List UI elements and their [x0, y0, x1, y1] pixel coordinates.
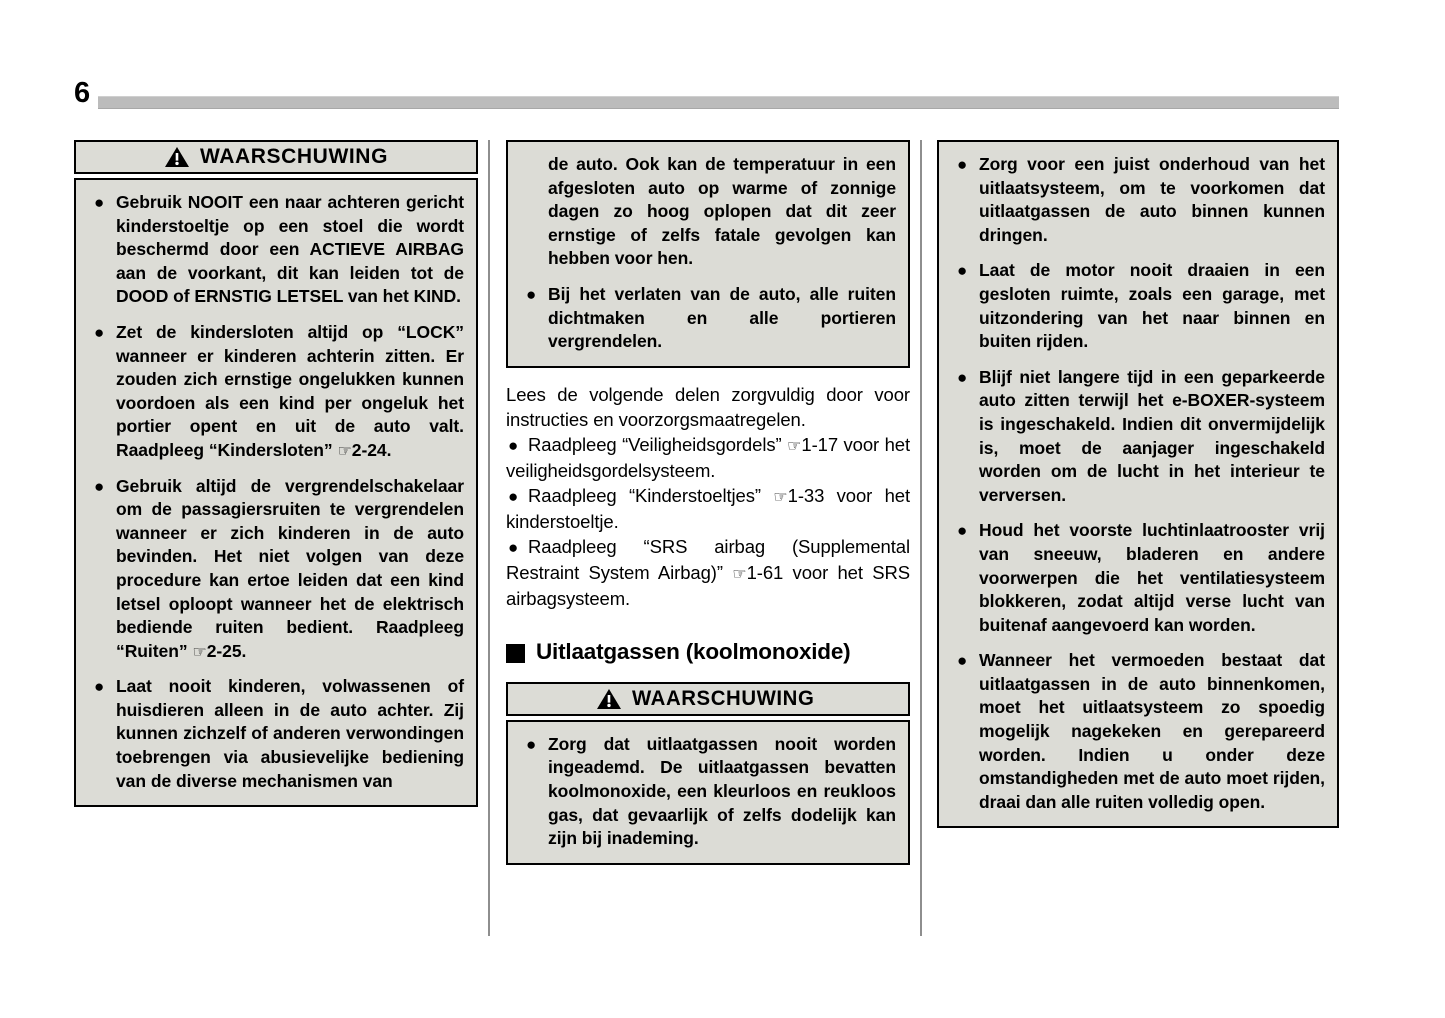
- warning-item: [520, 733, 896, 851]
- bullet-icon: ●: [526, 284, 537, 304]
- header-rule: [98, 96, 1339, 109]
- pointing-hand-icon: ☞: [787, 435, 802, 455]
- warning-item-text: Laat nooit kinderen, volwassenen of huisdieren alleen in de auto achter. Zij kunnen zichzelf of anderen verwondingen toebrengen via abusievelijke bediening van de diverse mechanismen van: [116, 676, 464, 791]
- warning-item-text: Zet de kindersloten altijd op “LOCK” wanneer er kinderen achterin zitten. Er zouden zich ernstige ongelukken kunnen voordoen als een kind per ongeluk het portier opent en uit de auto valt. Raadpleeg “Kindersloten” ☞2-24.: [116, 321, 464, 460]
- warning-item: [88, 475, 464, 664]
- bullet-icon: ●: [957, 261, 968, 281]
- section-heading: [506, 637, 910, 666]
- warning-list-3: [951, 153, 1325, 814]
- warning-label: WAARSCHUWING: [199, 145, 389, 168]
- warning-item: [88, 675, 464, 793]
- bullet-icon: ●: [526, 734, 537, 754]
- page-number: 6: [74, 77, 90, 109]
- warning-item: [951, 366, 1325, 508]
- warning-item-text: Gebruik altijd de vergrendelschakelaar om de passagiersruiten te vergrendelen wanneer er zich kinderen in de auto bevinden. Het niet volgen van deze procedure kan ertoe leiden dat een kind letsel oploopt wanneer het de elektrisch bediende ruiten bedient. Raadpleeg “Ruiten” ☞2-25.: [116, 475, 464, 661]
- bullet-icon: ●: [508, 486, 519, 506]
- bullet-icon: ●: [957, 367, 968, 387]
- reference-item-text: Raadpleeg “Kinderstoeltjes” ☞1-33 voor het kinderstoeltje.: [506, 484, 911, 532]
- column-1: [74, 140, 478, 807]
- warning-item-text: Houd het voorste luchtinlaatrooster vrij van sneeuw, bladeren en andere voorwerpen die het ventilatiesysteem blokkeren, zodat altijd verse lucht van buitenaf aangevoerd kan worden.: [979, 520, 1325, 635]
- warning-list-continued: [520, 283, 896, 354]
- warning-item: [951, 153, 1325, 247]
- warning-body-3: [937, 140, 1339, 828]
- pointing-hand-icon: ☞: [773, 486, 788, 506]
- bullet-icon: ●: [94, 322, 105, 342]
- column-2: [506, 140, 910, 865]
- warning-header-1: [74, 140, 478, 174]
- warning-item-text: Zorg dat uitlaatgassen nooit worden ingeademd. De uitlaatgassen bevatten koolmonoxide, een kleurloos en reukloos gas, dat gevaarlijk of zelfs dodelijk kan zijn bij inademing.: [548, 733, 896, 849]
- bullet-icon: ●: [957, 651, 968, 671]
- bullet-icon: ●: [94, 193, 105, 212]
- section-square-icon: [506, 644, 525, 663]
- reference-item: [506, 432, 910, 483]
- warning-list-1: [88, 191, 464, 793]
- warning-item: [951, 519, 1325, 637]
- warning-item-text: Blijf niet langere tijd in een geparkeerde auto zitten terwijl het e-BOXER-systeem is ingeschakeld. Indien dit onvermijdelijk is, moet de aanjager ingeschakeld worden om de lucht in het interieur te verversen.: [979, 366, 1325, 505]
- warning-item: [951, 259, 1325, 353]
- reference-list: [506, 432, 910, 611]
- bullet-icon: ●: [508, 435, 519, 455]
- bullet-icon: ●: [957, 155, 968, 174]
- warning-item: [520, 283, 896, 354]
- warning-item-text: Bij het verlaten van de auto, alle ruiten dichtmaken en alle portieren vergrendelen.: [548, 283, 896, 352]
- column-divider-2: [920, 140, 922, 936]
- warning-item-text: Laat de motor nooit draaien in een gesloten ruimte, zoals een garage, met uitzondering van het naar binnen en buiten rijden.: [979, 260, 1325, 352]
- section-title: Uitlaatgassen (koolmonoxide): [536, 638, 851, 664]
- intro-paragraph: Lees de volgende delen zorgvuldig door voor instructies en voorzorgsmaatregelen.: [506, 383, 910, 430]
- bullet-icon: ●: [94, 476, 105, 496]
- warning-triangle-icon: [164, 146, 190, 168]
- warning-item-text: Wanneer het vermoeden bestaat dat uitlaatgassen in de auto binnenkomen, moet het uitlaatsysteem zo spoedig mogelijk nagekeken en gerepareerd worden. Indien u onder deze omstandigheden met de auto moet rijden, draai dan alle ruiten volledig open.: [979, 650, 1325, 812]
- reference-item-text: Raadpleeg “Veiligheidsgordels” ☞1-17 voor het veiligheidsgordelsysteem.: [506, 433, 910, 481]
- page-header: [74, 76, 1339, 114]
- warning-carryover-text: de auto. Ook kan de temperatuur in een afgesloten auto op warme of zonnige dagen zo hoog oplopen dat dit zeer ernstige of zelfs fatale gevolgen kan hebben voor hen.: [548, 154, 896, 269]
- column-divider-1: [488, 140, 490, 936]
- column-3: [937, 140, 1339, 828]
- warning-item-text: Gebruik NOOIT een naar achteren gericht kinderstoeltje op een stoel die wordt beschermd door een ACTIEVE AIRBAG aan de voorkant, dit kan leiden tot de DOOD of ERNSTIG LETSEL van het KIND.: [116, 192, 464, 307]
- warning-item: [88, 191, 464, 309]
- warning-body-2: [506, 720, 910, 865]
- warning-item: [951, 649, 1325, 814]
- pointing-hand-icon: ☞: [192, 641, 207, 661]
- warning-triangle-icon: [596, 688, 622, 710]
- pointing-hand-icon: ☞: [732, 563, 747, 583]
- warning-item-text: Zorg voor een juist onderhoud van het uitlaatsysteem, om te voorkomen dat uitlaatgassen de auto binnen kunnen dringen.: [979, 154, 1325, 245]
- reference-item-text: Raadpleeg “SRS airbag (Supplemental Restraint System Airbag)” ☞1-61 voor het SRS airbagsysteem.: [506, 535, 910, 609]
- warning-label: WAARSCHUWING: [631, 686, 815, 710]
- warning-header-2: [506, 682, 910, 716]
- warning-body-1: [74, 178, 478, 807]
- reference-item: [506, 534, 910, 611]
- bullet-icon: ●: [94, 677, 105, 697]
- warning-body-continued: [506, 140, 910, 368]
- reference-item: [506, 483, 910, 534]
- warning-list-2: [520, 733, 896, 851]
- bullet-icon: ●: [957, 521, 968, 541]
- warning-item: [88, 321, 464, 463]
- bullet-icon: ●: [508, 537, 519, 557]
- pointing-hand-icon: ☞: [337, 440, 352, 460]
